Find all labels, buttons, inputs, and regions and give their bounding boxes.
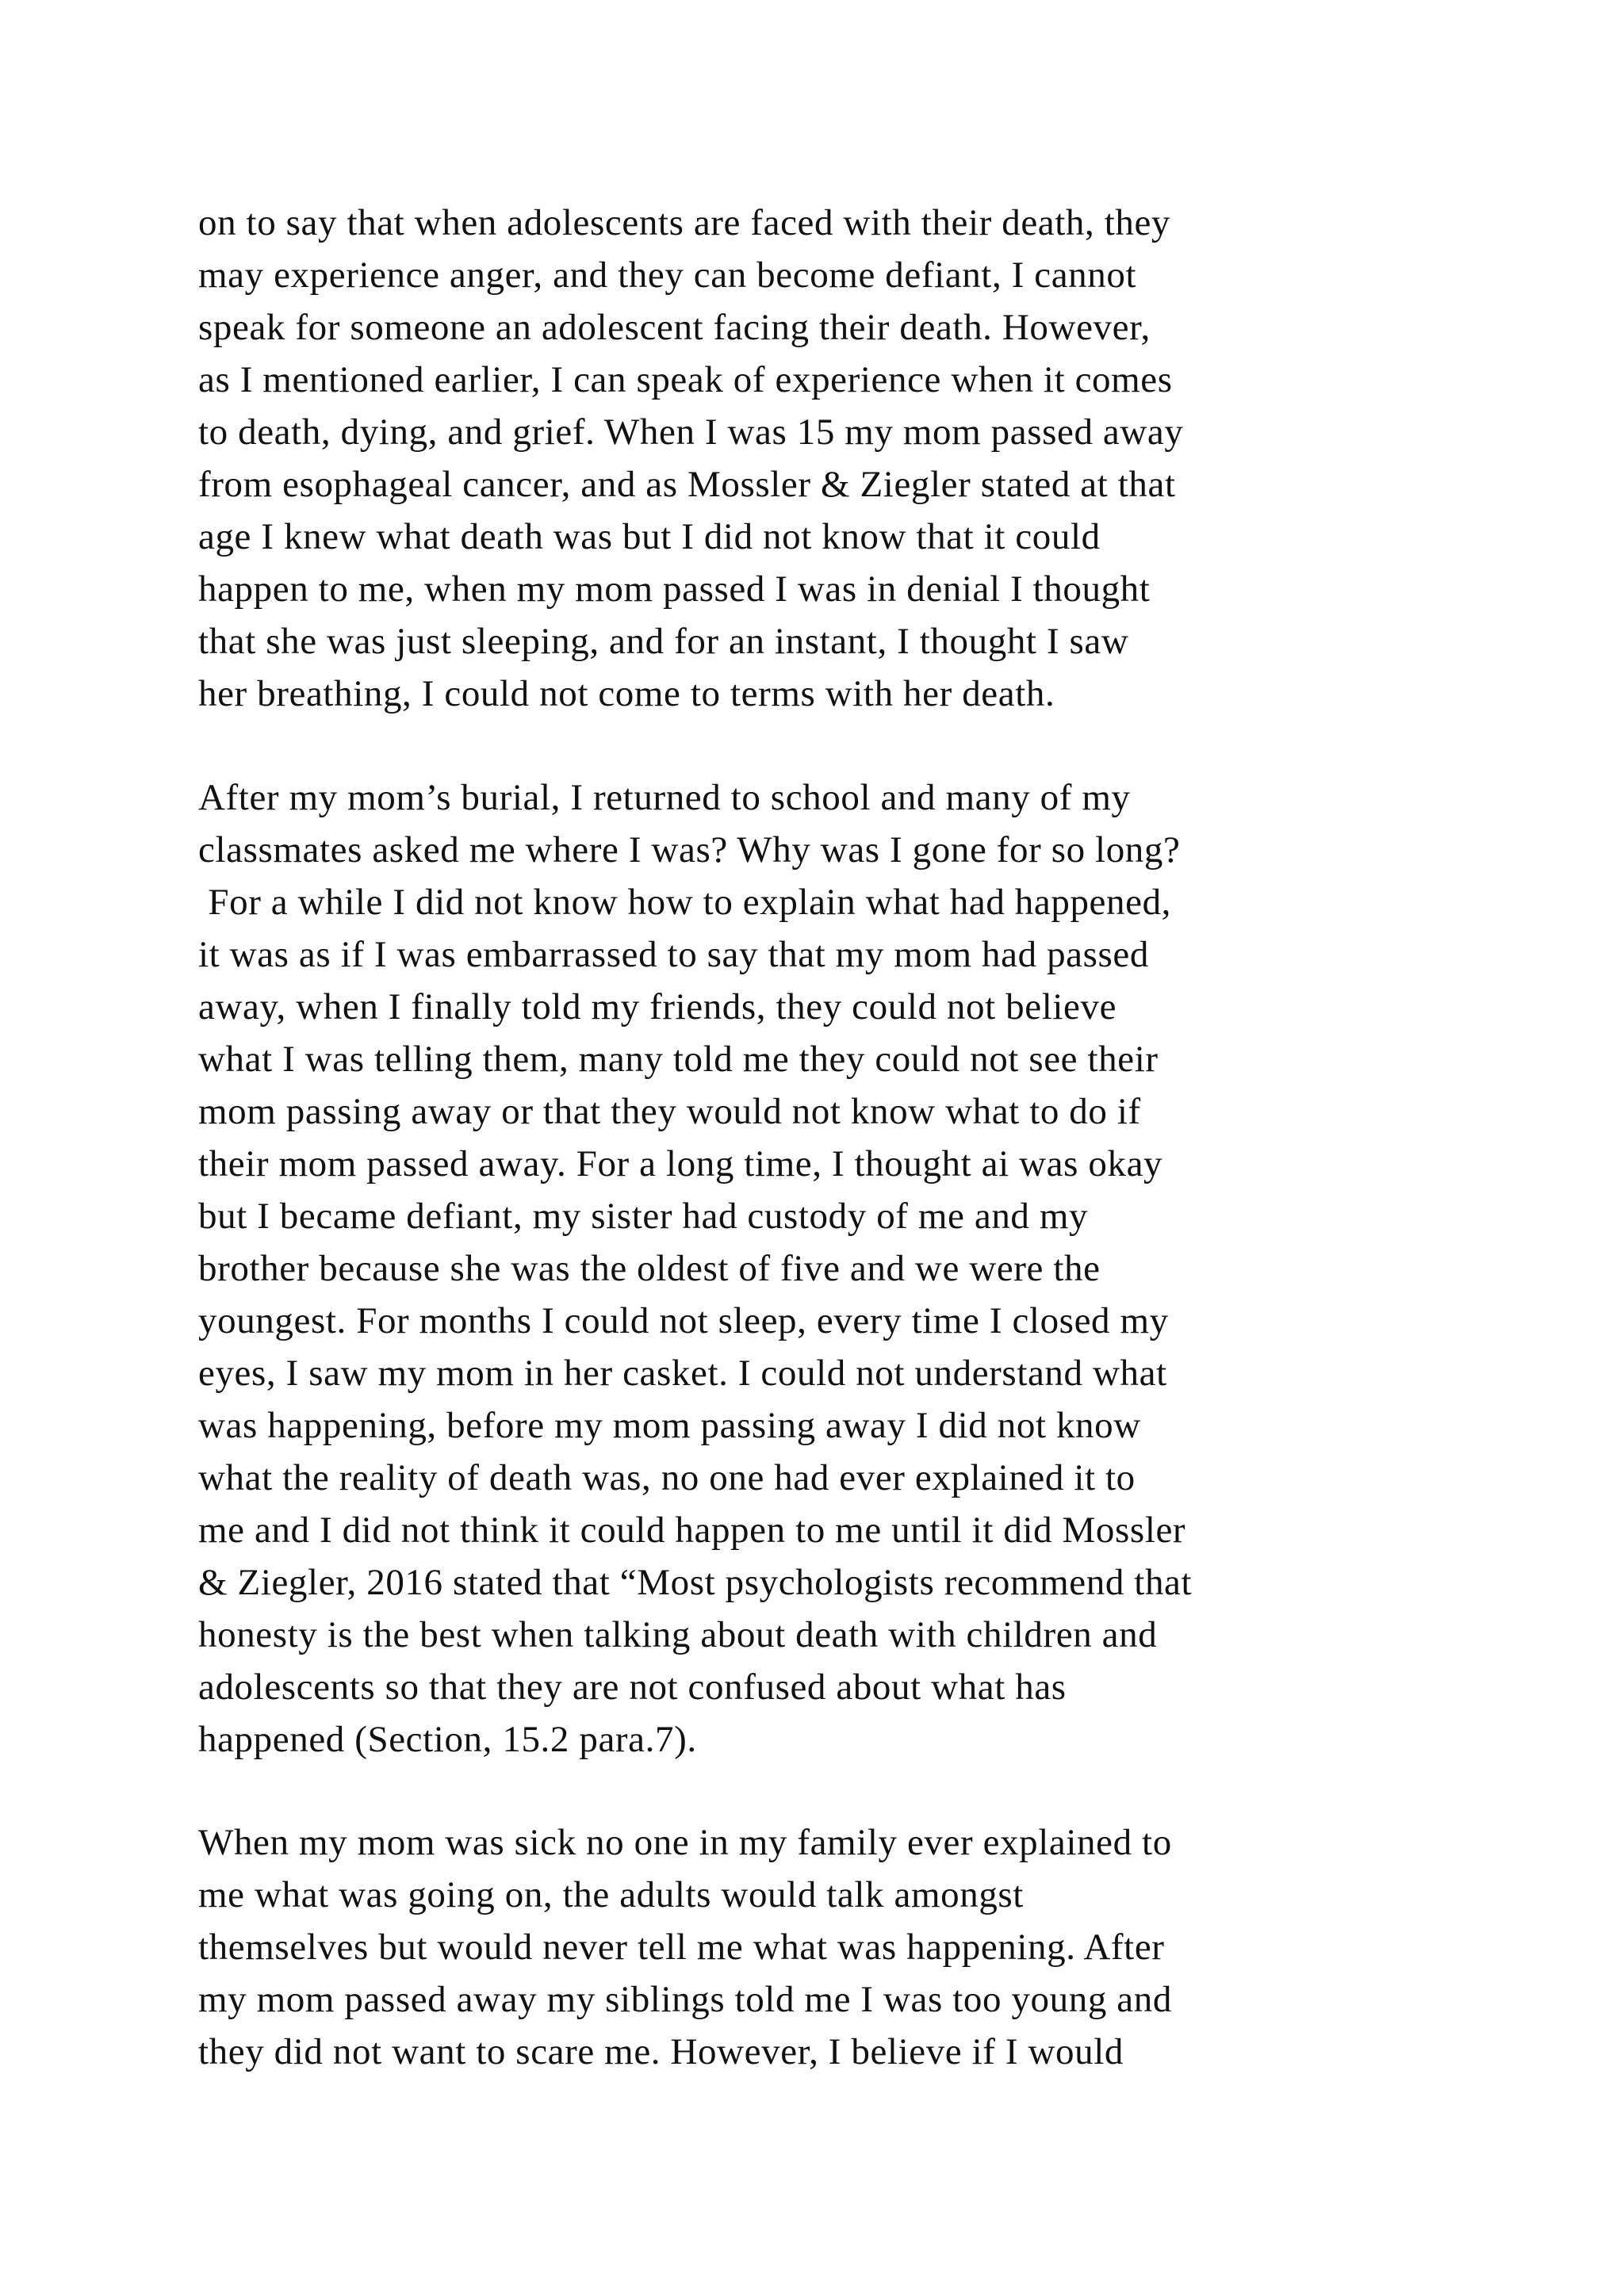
text-line: adolescents so that they are not confused about what has xyxy=(198,1667,1067,1708)
text-line: their mom passed away. For a long time, I thought ai was okay xyxy=(198,1143,1163,1184)
text-line: that she was just sleeping, and for an instant, I thought I saw xyxy=(198,621,1129,662)
text-line: her breathing, I could not come to terms with her death. xyxy=(198,673,1055,714)
text-line: youngest. For months I could not sleep, every time I closed my xyxy=(198,1300,1169,1341)
text-line: may experience anger, and they can become defiant, I cannot xyxy=(198,254,1137,296)
text-line: For a while I did not know how to explain what had happened, xyxy=(198,882,1172,923)
text-line: away, when I finally told my friends, they could not believe xyxy=(198,986,1117,1027)
text-line: what the reality of death was, no one had ever explained it to xyxy=(198,1457,1136,1498)
text-line: what I was telling them, many told me they could not see their xyxy=(198,1039,1159,1080)
text-line: honesty is the best when talking about death with children and xyxy=(198,1614,1158,1655)
text-line: but I became defiant, my sister had custody of me and my xyxy=(198,1196,1089,1237)
text-line: to death, dying, and grief. When I was 15 my mom passed away xyxy=(198,411,1184,453)
text-line: age I knew what death was but I did not know that it could xyxy=(198,516,1101,557)
text-line: happen to me, when my mom passed I was in denial I thought xyxy=(198,568,1151,610)
text-line: they did not want to scare me. However, I believe if I would xyxy=(198,2031,1124,2072)
text-line: After my mom’s burial, I returned to school and many of my xyxy=(198,777,1131,818)
text-line: as I mentioned earlier, I can speak of experience when it comes xyxy=(198,359,1173,400)
text-line: my mom passed away my siblings told me I was too young and xyxy=(198,1979,1172,2020)
text-line: happened (Section, 15.2 para.7). xyxy=(198,1719,697,1760)
text-line: themselves but would never tell me what was happening. After xyxy=(198,1927,1165,1968)
text-line: classmates asked me where I was? Why was I gone for so long? xyxy=(198,829,1181,871)
text-line: mom passing away or that they would not know what to do if xyxy=(198,1091,1141,1132)
paragraph-1 xyxy=(198,197,1515,720)
text-line: me and I did not think it could happen to me until it did Mossler xyxy=(198,1510,1186,1551)
paragraph-2 xyxy=(198,771,1515,1766)
text-line: me what was going on, the adults would talk amongst xyxy=(198,1874,1024,1915)
text-line: & Ziegler, 2016 stated that “Most psychologists recommend that xyxy=(198,1562,1193,1603)
paragraph-3 xyxy=(198,1816,1515,2078)
text-line: brother because she was the oldest of five and we were the xyxy=(198,1248,1101,1289)
text-line: When my mom was sick no one in my family ever explained to xyxy=(198,1822,1172,1863)
text-line: from esophageal cancer, and as Mossler & Ziegler stated at that xyxy=(198,464,1176,505)
text-line: it was as if I was embarrassed to say that my mom had passed xyxy=(198,934,1149,975)
text-line: eyes, I saw my mom in her casket. I could not understand what xyxy=(198,1353,1167,1394)
text-line: was happening, before my mom passing away I did not know xyxy=(198,1405,1141,1446)
text-line: speak for someone an adolescent facing their death. However, xyxy=(198,307,1151,348)
text-line: on to say that when adolescents are faced with their death, they xyxy=(198,202,1171,243)
